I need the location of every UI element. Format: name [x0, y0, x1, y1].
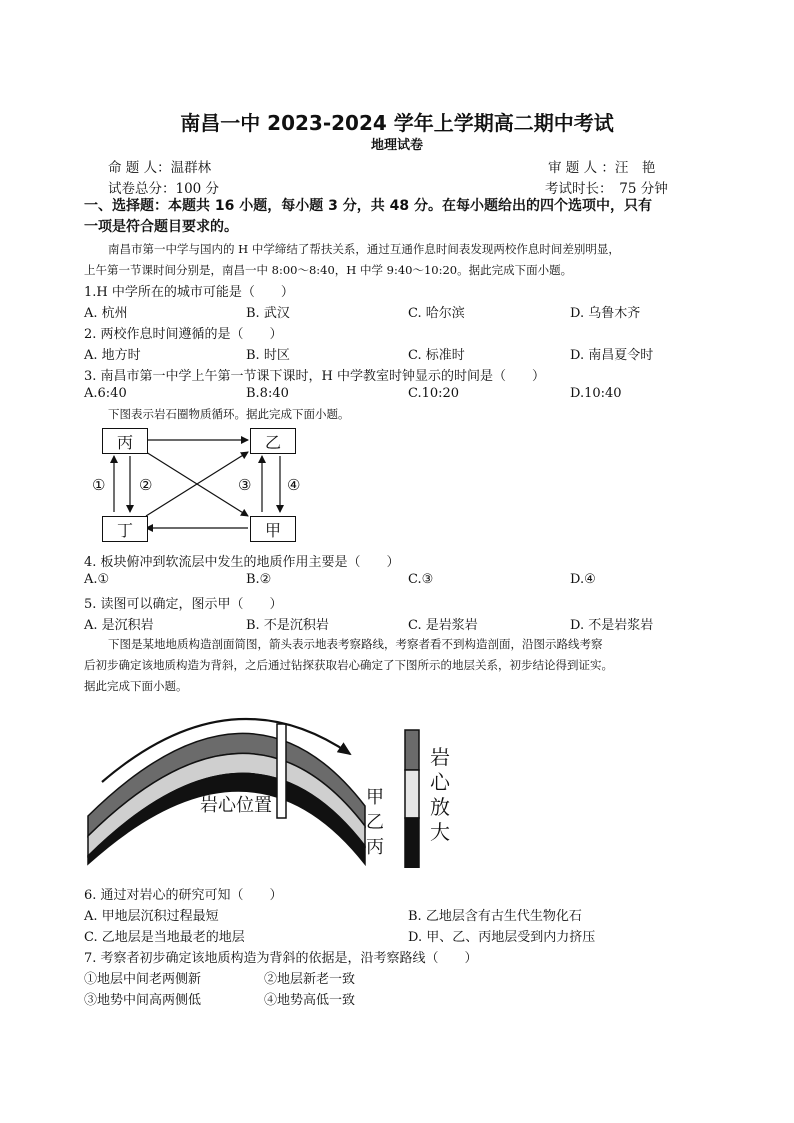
- reviewer: 审 题 人 ：汪 艳: [548, 160, 656, 176]
- q1-option-c: C. 哈尔滨: [408, 306, 465, 321]
- box-ding: 丁: [102, 516, 148, 542]
- exam-duration: 考试时长： 75 分钟: [545, 181, 668, 197]
- passage1-line1: 南昌市第一中学与国内的 H 中学缔结了帮扶关系，通过互通作息时间表发现两校作息时间差别明显，: [108, 242, 620, 256]
- q6-option-a: A. 甲地层沉积过程最短: [84, 909, 219, 924]
- label-n4: ④: [287, 476, 301, 494]
- passage3-line2: 后初步确定该地质构造为背斜，之后通过钻探获取岩心确定了下图所示的地层关系，初步结论得到证实。: [84, 658, 613, 672]
- q5-stem: 5. 读图可以确定，图示甲（ ）: [84, 597, 283, 612]
- q2-option-c: C. 标准时: [408, 348, 465, 363]
- q4-option-b: B.②: [246, 572, 272, 587]
- core-drill-hole: [277, 724, 286, 818]
- q3-stem: 3. 南昌市第一中学上午第一节课下课时，H 中学教室时钟显示的时间是（ ）: [84, 369, 546, 384]
- q7-option-3: ③地势中间高两侧低: [84, 993, 202, 1008]
- proposer: 命 题 人：温群林: [108, 160, 212, 176]
- q1-option-b: B. 武汉: [246, 306, 290, 321]
- q7-option-2: ②地层新老一致: [264, 972, 356, 987]
- q3-option-c: C.10:20: [408, 386, 460, 401]
- q1-option-a: A. 杭州: [84, 306, 128, 321]
- core-bing-segment: [405, 818, 419, 868]
- passage2-line1: 下图表示岩石圈物质循环。据此完成下面小题。: [108, 407, 350, 421]
- q2-option-a: A. 地方时: [84, 348, 141, 363]
- passage3-line3: 据此完成下面小题。: [84, 679, 188, 693]
- q5-option-b: B. 不是沉积岩: [246, 618, 329, 633]
- q2-option-d: D. 南昌夏令时: [570, 348, 654, 363]
- q6-option-d: D. 甲、乙、丙地层受到内力挤压: [408, 930, 596, 945]
- box-bing: 丙: [102, 428, 148, 454]
- exam-title: 南昌一中 2023-2024 学年上学期高二期中考试: [180, 111, 614, 135]
- q5-option-c: C. 是岩浆岩: [408, 618, 478, 633]
- q7-stem: 7. 考察者初步确定该地质构造为背斜的依据是，沿考察路线（ ）: [84, 951, 478, 966]
- box-jia: 甲: [250, 516, 296, 542]
- q2-option-b: B. 时区: [246, 348, 290, 363]
- label-n3: ③: [238, 476, 252, 494]
- q6-option-b: B. 乙地层含有古生代生物化石: [408, 909, 582, 924]
- q1-option-d: D. 乌鲁木齐: [570, 306, 641, 321]
- q5-option-d: D. 不是岩浆岩: [570, 618, 654, 633]
- q3-option-b: B.8:40: [246, 386, 289, 401]
- q5-option-a: A. 是沉积岩: [84, 618, 154, 633]
- anticline-diagram: [80, 696, 470, 868]
- q7-option-4: ④地势高低一致: [264, 993, 356, 1008]
- q3-option-d: D.10:40: [570, 386, 622, 401]
- q4-option-d: D.④: [570, 572, 596, 587]
- section-heading-line1: 一、选择题：本题共 16 小题，每小题 3 分，共 48 分。在每小题给出的四个选项中，只有: [84, 198, 652, 214]
- q6-option-c: C. 乙地层是当地最老的地层: [84, 930, 245, 945]
- q2-stem: 2. 两校作息时间遵循的是（ ）: [84, 327, 283, 342]
- core-position-label: 岩心位置: [200, 795, 272, 816]
- total-score: 试卷总分：100 分: [108, 181, 220, 197]
- core-magnified-label: 岩 心 放 大: [430, 745, 450, 844]
- label-n2: ②: [139, 476, 153, 494]
- q4-option-c: C.③: [408, 572, 434, 587]
- q1-stem: 1.H 中学所在的城市可能是（ ）: [84, 285, 294, 300]
- q7-option-1: ①地层中间老两侧新: [84, 972, 202, 987]
- q4-option-a: A.①: [84, 572, 110, 587]
- core-jia-segment: [405, 730, 419, 770]
- q3-option-a: A.6:40: [84, 386, 127, 401]
- passage1-line2: 上午第一节课时间分别是，南昌一中 8:00～8:40，H 中学 9:40～10:20。据此完成下面小题。: [84, 263, 573, 277]
- section-heading-line2: 一项是符合题目要求的。: [84, 219, 238, 235]
- layer-bing-label: 丙: [366, 837, 384, 858]
- q6-stem: 6. 通过对岩心的研究可知（ ）: [84, 888, 283, 903]
- exam-subtitle: 地理试卷: [370, 138, 423, 153]
- label-n1: ①: [92, 476, 106, 494]
- layer-jia-label: 甲: [366, 787, 384, 808]
- passage3-line1: 下图是某地地质构造剖面简图，箭头表示地表考察路线，考察者看不到构造剖面，沿图示路线考察: [108, 637, 603, 651]
- layer-yi-label: 乙: [366, 812, 384, 833]
- box-yi: 乙: [250, 428, 296, 454]
- q4-stem: 4. 板块俯冲到软流层中发生的地质作用主要是（ ）: [84, 555, 400, 570]
- core-yi-segment: [405, 770, 419, 818]
